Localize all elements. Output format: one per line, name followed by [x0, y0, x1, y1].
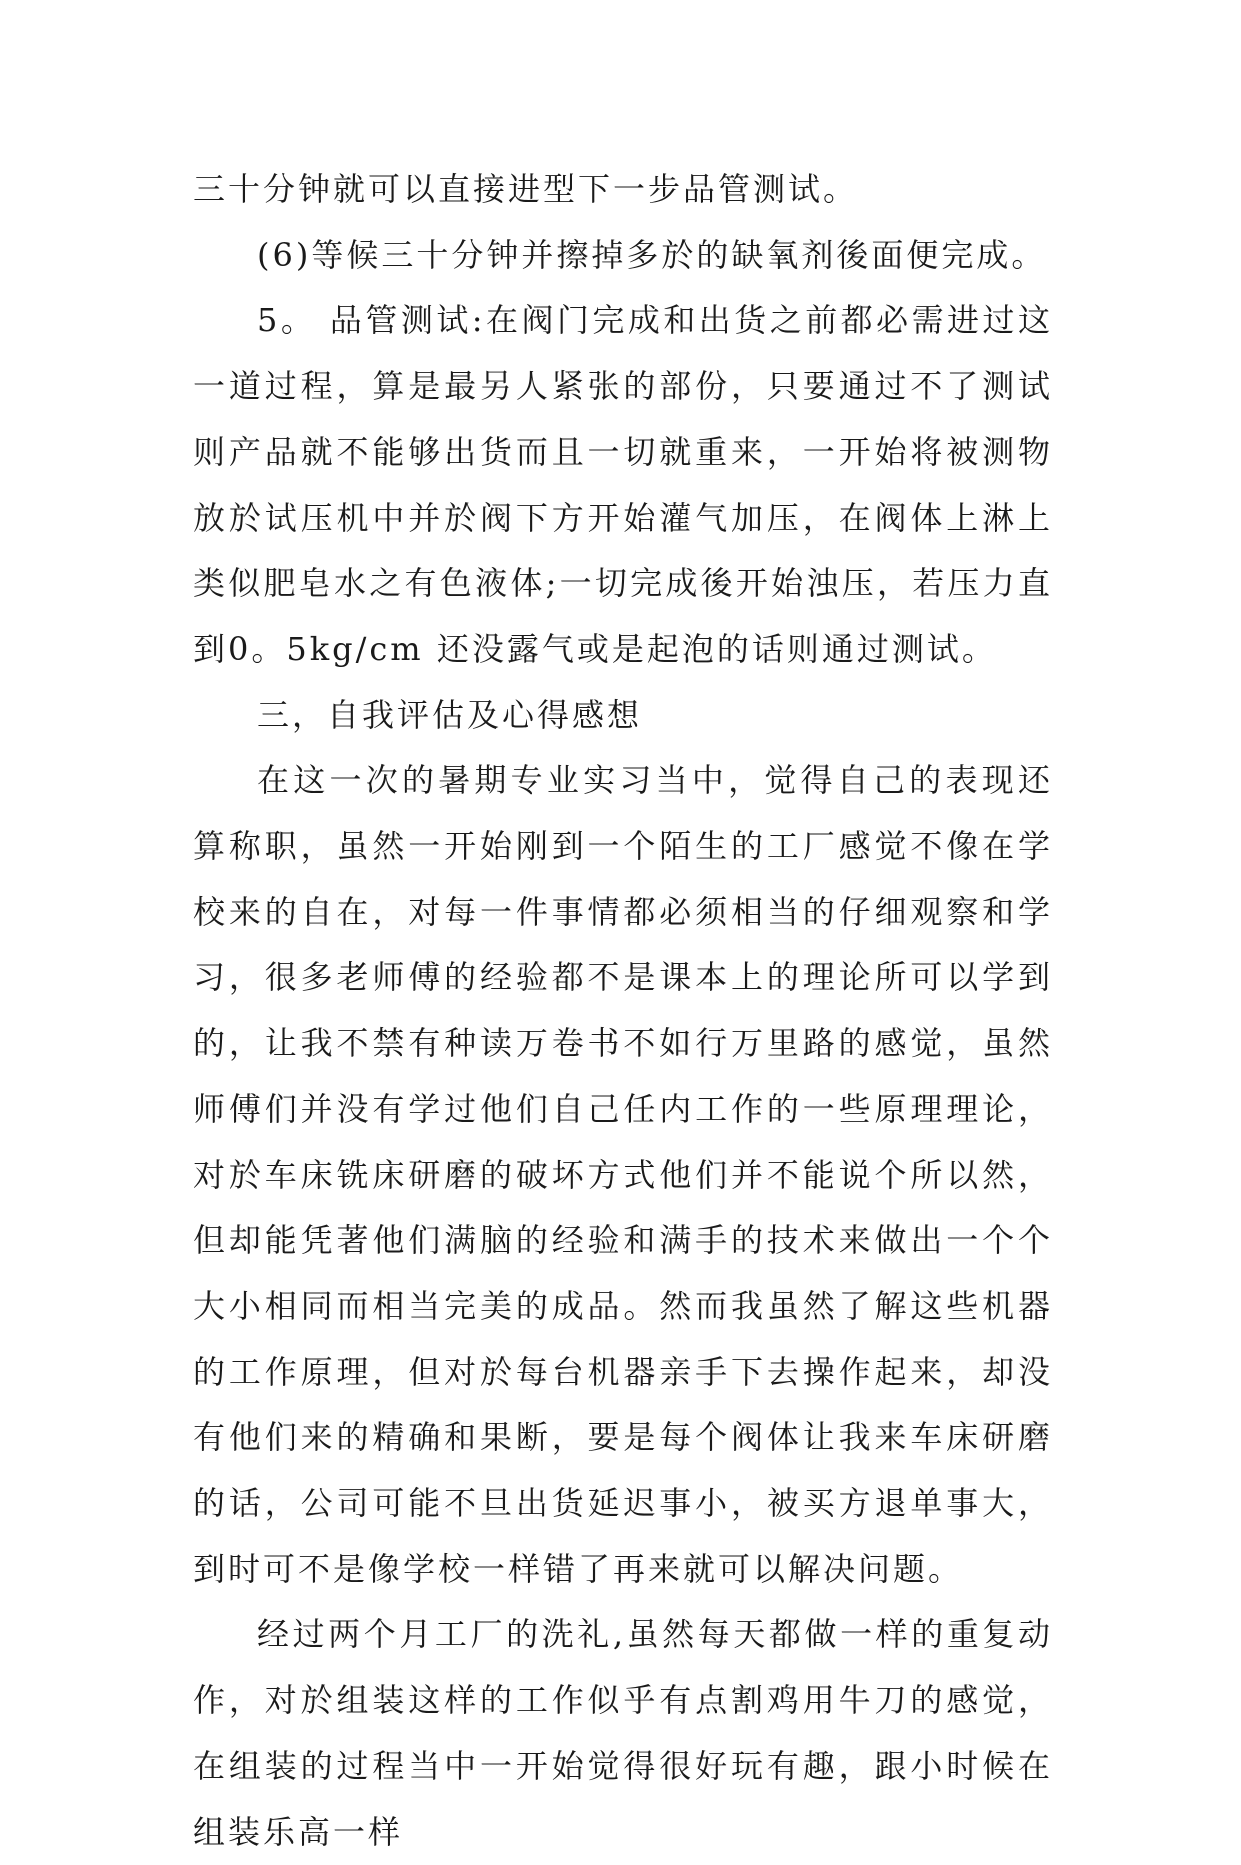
paragraph-factory-experience: 经过两个月工厂的洗礼,虽然每天都做一样的重复动作，对於组装这样的工作似乎有点割鸡用牛刀的感觉，在组装的过程当中一开始觉得很好玩有趣，跟小时候在组装乐高一样 — [193, 1615, 1053, 1851]
paragraph-internship-reflection: 在这一次的暑期专业实习当中，觉得自己的表现还算称职，虽然一开始刚到一个陌生的工厂感觉不像在学校来的自在，对每一件事情都必须相当的仔细观察和学习，很多老师傅的经验都不是课本上的理论所可以学到的，让我不禁有种读万卷书不如行万里路的感觉，虽然师傅们并没有学过他们自己任内工作的一些原理理论，对於车床铣床研磨的破坏方式他们并不能说个所以然，但却能凭著他们满脑的经验和满手的技术来做出一个个大小相同而相当完美的成品。然而我虽然了解这些机器的工作原理，但对於每台机器亲手下去操作起来，却没有他们来的精确和果断，要是每个阀体让我来车床研磨的话，公司可能不旦出货延迟事小，被买方退单事大，到时可不是像学校一样错了再来就可以解决问题。 — [193, 761, 1053, 1588]
paragraph-continuation: 三十分钟就可以直接进型下一步品管测试。 — [193, 170, 859, 208]
document-body — [193, 157, 1053, 1865]
section-heading-self-evaluation: 三，自我评估及心得感想 — [257, 695, 643, 734]
paragraph-step-6: (6)等候三十分钟并擦掉多於的缺氧剂後面便完成。 — [257, 235, 1047, 274]
paragraph-quality-test: 5。 品管测试:在阀门完成和出货之前都必需进过这一道过程，算是最另人紧张的部份，只要通过不了测试则产品就不能够出货而且一切就重来，一开始将被测物放於试压机中并於阀下方开始灌气加压，在阀体上淋上类似肥皂水之有色液体;一切完成後开始浊压，若压力直到0。5kg/cm 还没露气或是起泡的话则通过测试。 — [193, 301, 1053, 668]
